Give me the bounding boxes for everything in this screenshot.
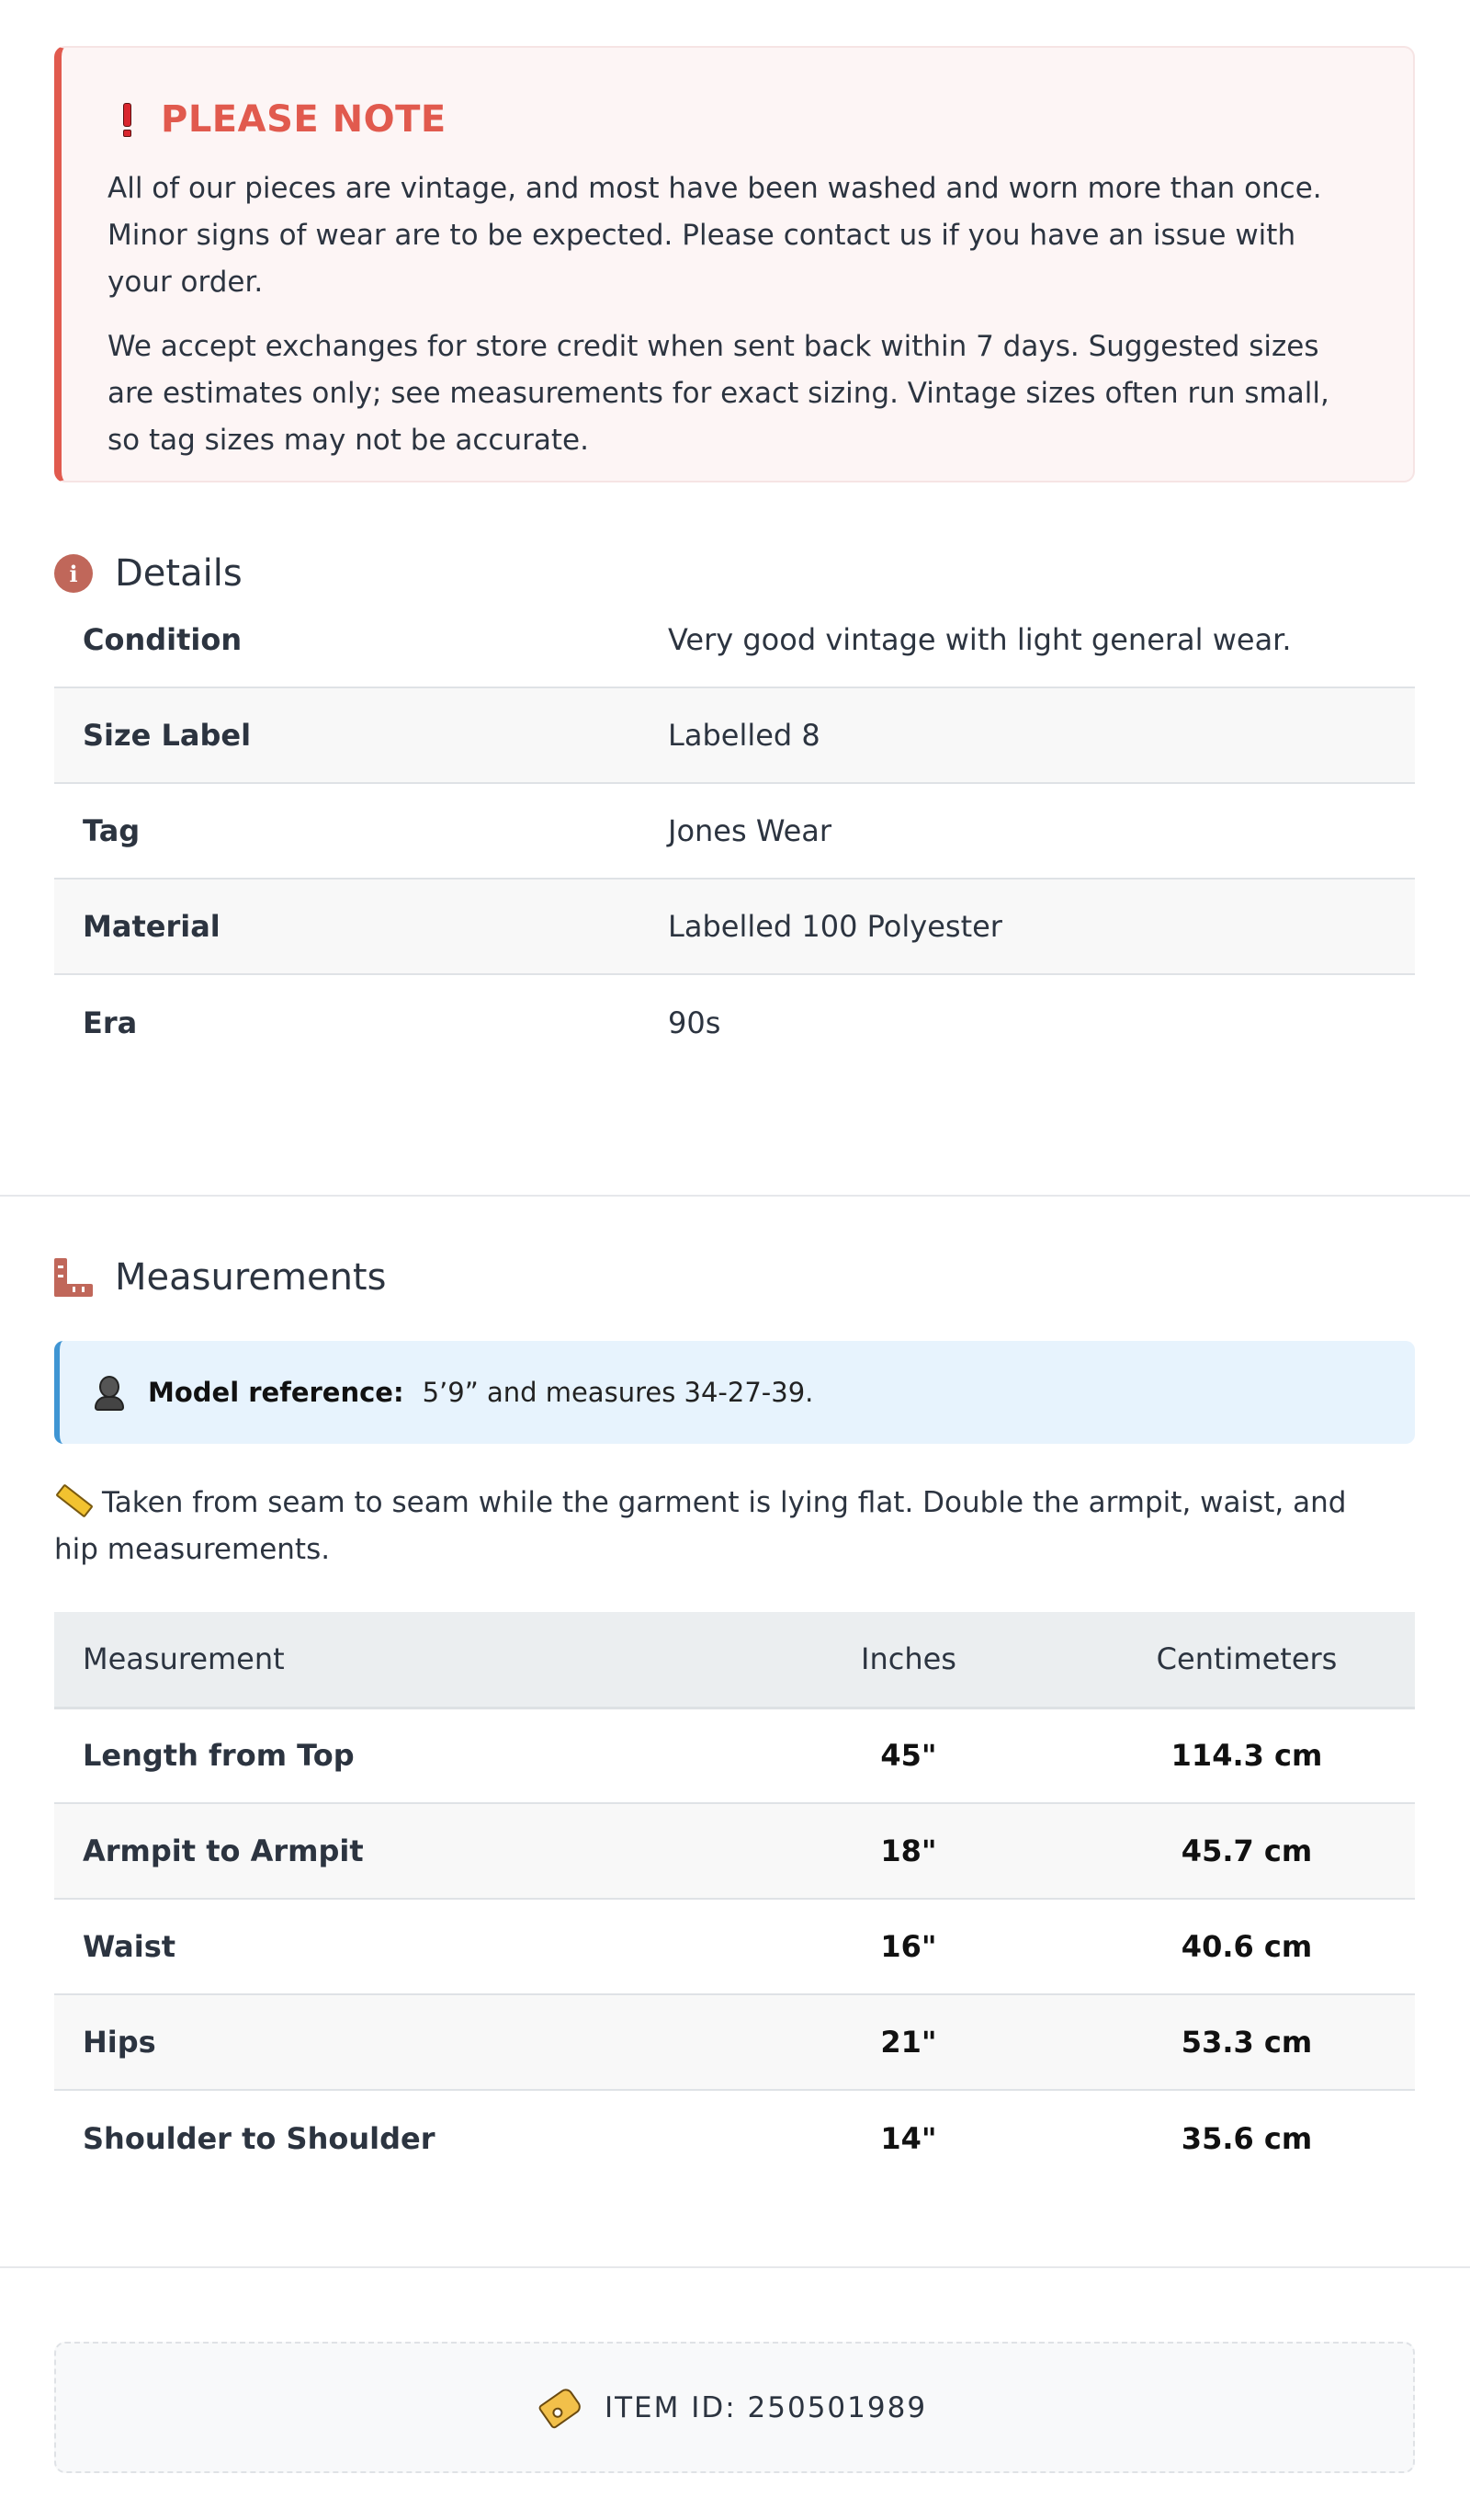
detail-value: 90s	[668, 1005, 721, 1040]
section-divider	[0, 1195, 1470, 1197]
table-row	[54, 1803, 1415, 1899]
column-header-measurement: Measurement	[83, 1641, 285, 1677]
item-id-box	[54, 2342, 1415, 2473]
measurement-cm: 40.6 cm	[1181, 1929, 1313, 1964]
column-header-centimeters: Centimeters	[1156, 1641, 1338, 1677]
table-row	[54, 879, 1415, 974]
notice-box	[54, 46, 1415, 482]
tag-icon	[537, 2386, 583, 2430]
model-reference-callout	[54, 1341, 1415, 1444]
column-header-inches: Inches	[861, 1641, 956, 1677]
pencil-icon	[55, 1483, 93, 1517]
table-row	[54, 783, 1415, 879]
ruler-icon	[54, 1258, 93, 1297]
measurement-cm: 53.3 cm	[1181, 2025, 1313, 2060]
measurement-instructions-text: Taken from seam to seam while the garment is lying flat. Double the armpit, waist, and hip measurements.	[54, 1486, 1347, 1566]
table-row	[54, 2090, 1415, 2185]
measurement-cm: 45.7 cm	[1181, 1833, 1313, 1868]
table-row	[54, 592, 1415, 687]
measurement-name: Length from Top	[83, 1738, 355, 1774]
detail-label: Size Label	[83, 718, 252, 753]
notice-paragraph-1: All of our pieces are vintage, and most have been washed and worn more than once. Minor signs of wear are to be expected. Please contact us if you have an issue with your order.	[107, 172, 1322, 299]
measurement-inches: 45"	[880, 1738, 937, 1774]
details-title: Details	[115, 552, 243, 595]
model-reference-value: 5’9” and measures 34-27-39.	[422, 1377, 814, 1408]
measurement-name: Waist	[83, 1929, 176, 1964]
detail-value: Jones Wear	[668, 813, 832, 848]
table-header-row	[54, 1612, 1415, 1708]
person-icon	[93, 1374, 126, 1411]
model-reference-label: Model reference:	[148, 1377, 404, 1408]
table-row	[54, 1708, 1415, 1803]
detail-label: Material	[83, 909, 220, 944]
table-row	[54, 687, 1415, 783]
measurement-name: Shoulder to Shoulder	[83, 2120, 435, 2156]
exclamation-icon	[107, 101, 144, 138]
notice-paragraph-2: We accept exchanges for store credit when sent back within 7 days. Suggested sizes are estimates only; see measurements for exact sizing. Vintage sizes often run small, so tag sizes may not be accurate.	[107, 330, 1329, 457]
measurement-name: Armpit to Armpit	[83, 1833, 364, 1868]
detail-label: Condition	[83, 621, 243, 657]
measurement-name: Hips	[83, 2025, 156, 2060]
table-row	[54, 1994, 1415, 2090]
detail-value: Very good vintage with light general wear.	[668, 621, 1292, 657]
table-row	[54, 974, 1415, 1070]
measurements-title: Measurements	[115, 1256, 387, 1299]
detail-value: Labelled 8	[668, 718, 820, 753]
measurement-inches: 16"	[880, 1929, 937, 1964]
measurements-table	[54, 1612, 1415, 2185]
detail-label: Tag	[83, 813, 141, 848]
notice-header	[107, 98, 1363, 141]
info-icon: i	[54, 554, 93, 593]
item-id-label: ITEM ID: 250501989	[604, 2390, 928, 2424]
measurement-cm: 114.3 cm	[1170, 1738, 1323, 1774]
measurement-instructions	[54, 1480, 1377, 1573]
detail-value: Labelled 100 Polyester	[668, 909, 1002, 944]
measurements-header	[54, 1256, 386, 1299]
measurement-inches: 18"	[880, 1833, 937, 1868]
details-table	[54, 592, 1415, 1070]
measurement-inches: 14"	[880, 2120, 937, 2156]
notice-title: PLEASE NOTE	[161, 98, 447, 141]
measurement-cm: 35.6 cm	[1181, 2120, 1313, 2156]
table-row	[54, 1899, 1415, 1994]
details-header	[54, 552, 243, 595]
section-divider	[0, 2266, 1470, 2268]
detail-label: Era	[83, 1005, 138, 1040]
measurement-inches: 21"	[880, 2025, 937, 2060]
